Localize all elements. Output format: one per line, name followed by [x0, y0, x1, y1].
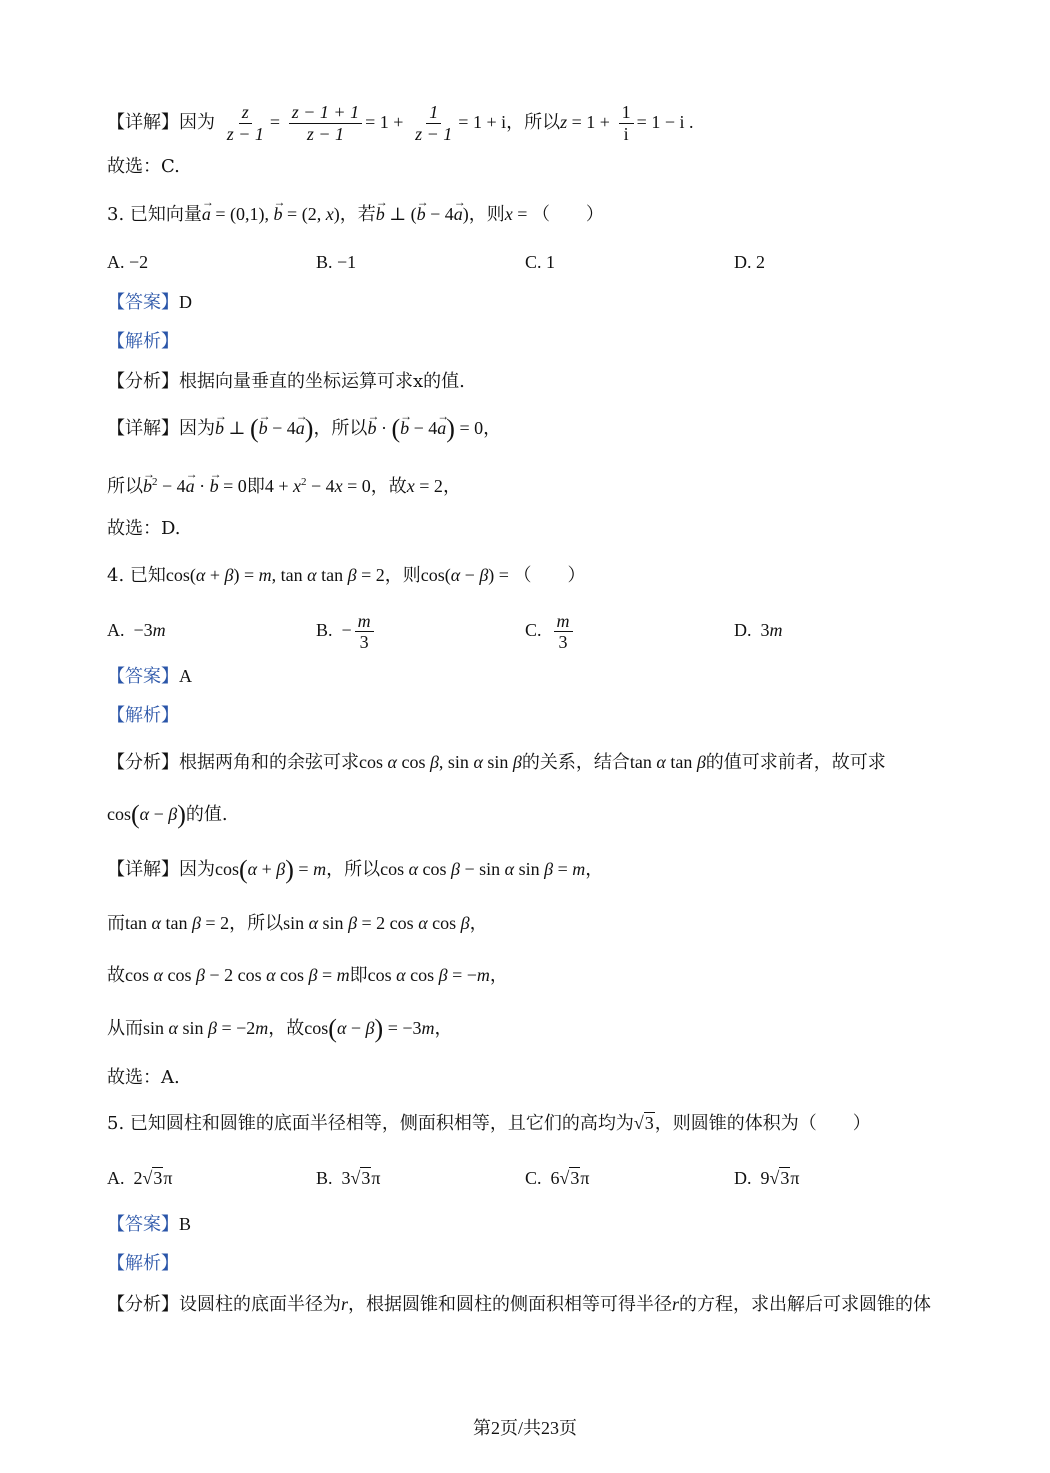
q3-fenxi: 【分析】根据向量垂直的坐标运算可求x的值.	[107, 371, 465, 392]
q4-option-b: B. − $\frac{m}{3}$	[316, 606, 377, 654]
q4-option-d: D. 3m	[734, 620, 783, 640]
q4-fenxi: 【分析】根据两角和的余弦可求cos α cos β, sin α sin β的关系，结合tan α tan β的值可求前者，故可求	[107, 752, 886, 773]
q4-detail-2: 而tan α tan β = 2，所以sin α sin β = 2 cos α cos β，	[107, 913, 488, 934]
q3-detail: 【详解】因为→ b ⊥ (→ b − 4→ a)，所以→ b · (→ b − 4→ a) = 0，	[107, 414, 990, 443]
q4-detail: 【详解】因为cos(α + β) = m，所以cos α cos β − sin α sin β = m，	[107, 855, 604, 884]
text-so: ，所以	[506, 112, 561, 133]
q4-option-a: A. −3m	[107, 620, 166, 640]
q4-detail-3: 故cos α cos β − 2 cos α cos β = m即cos α cos β = −m，	[107, 965, 508, 986]
q3-option-c: C. 1	[525, 252, 556, 272]
q4-detail-4: 从而sin α sin β = −2m，故cos(α − β) = −3m，	[107, 1014, 453, 1043]
fraction: $\frac{z - 1 + 1}{z - 1}$	[289, 102, 362, 144]
q5-analysis: 【解析】	[107, 1253, 179, 1274]
text-because: 因为	[179, 112, 215, 133]
q3-answer: 【答案】D	[107, 292, 192, 313]
q4-fenxi-2: cos(α − β)的值.	[107, 800, 228, 829]
q5-stem: 5. 已知圆柱和圆锥的底面半径相等，侧面积相等，且它们的高均为√3，则圆锥的体积为（ ）	[107, 1113, 871, 1134]
q3-option-d: D. 2	[734, 252, 765, 272]
q3-option-a: A. −2	[107, 252, 149, 272]
answer-tag: 【答案】	[107, 292, 179, 313]
q4-analysis: 【解析】	[107, 705, 179, 726]
q5-option-b: B. 3√3π	[316, 1168, 381, 1188]
q5-option-d: D. 9√3π	[734, 1168, 800, 1188]
q4-stem: 4. 已知cos(α + β) = m, tan α tan β = 2，则cos(α − β) = （ ）	[107, 565, 586, 586]
q3-analysis	[107, 328, 990, 356]
analysis-tag: 【解析】	[107, 331, 179, 352]
q5-option-c: C. 6√3π	[525, 1168, 590, 1188]
q2-detail-line: 【详解】因为 $\frac{z}{z - 1}$ = $\frac{z - 1 + 1}{z - 1}$ = 1 + $\frac{1}{z - 1}$ = 1 + i，所以z = 1 + $\frac{1}{i}$ = 1 − i .	[107, 101, 694, 144]
q4-choose: 故选：A.	[107, 1067, 180, 1088]
q5-option-a: A. 2√3π	[107, 1168, 173, 1188]
fraction: $\frac{1}{i}$	[619, 102, 634, 144]
fraction: $\frac{1}{z - 1}$	[415, 101, 453, 144]
q3-option-b: B. −1	[316, 252, 357, 272]
page-footer: 第2页/共23页	[472, 1418, 577, 1438]
fraction: $\frac{z}{z - 1}$	[226, 101, 264, 144]
q3-detail-2: 所以→ $b^2 - 4\to a$ · → b = 0即$4 + x^2 - 4x = 0$，故x = 2，	[107, 468, 990, 501]
q3-stem: 3. 已知向量→ a = (0,1), → b = (2, x)，若→ b ⊥ (→ b − 4→ a)，则x = （ ）	[107, 200, 990, 229]
q2-choose: 故选：C.	[107, 156, 180, 177]
q3-choose: 故选：D.	[107, 518, 181, 539]
q5-fenxi: 【分析】设圆柱的底面半径为r，根据圆锥和圆柱的侧面积相等可得半径r的方程，求出解后可求圆锥的体	[107, 1294, 932, 1315]
q5-answer: 【答案】B	[107, 1214, 192, 1235]
detail-tag: 【详解】	[107, 112, 179, 133]
q4-option-c: C. $\frac{m}{3}$	[525, 606, 576, 654]
q4-answer: 【答案】A	[107, 666, 192, 687]
